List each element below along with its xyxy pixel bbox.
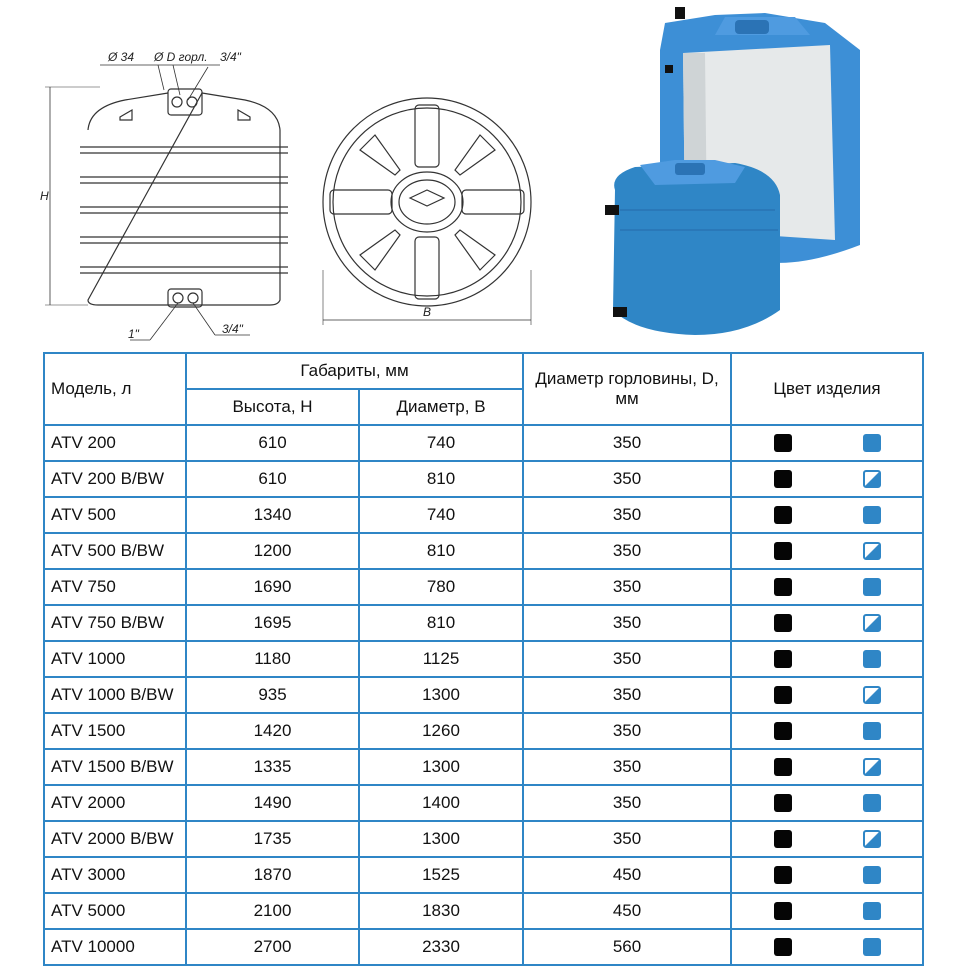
cell-diameter: 2330 <box>359 929 523 965</box>
cell-model: ATV 1000 B/BW <box>44 677 186 713</box>
table-row <box>44 785 923 821</box>
cell-color <box>731 857 923 893</box>
black-swatch-icon <box>774 866 792 884</box>
blue-swatch-icon <box>863 506 881 524</box>
cell-color <box>731 605 923 641</box>
blue-swatch-icon <box>863 434 881 452</box>
black-swatch-icon <box>774 506 792 524</box>
cell-model: ATV 2000 B/BW <box>44 821 186 857</box>
cell-height: 1180 <box>186 641 359 677</box>
cell-height: 610 <box>186 461 359 497</box>
table-row <box>44 893 923 929</box>
table-row <box>44 749 923 785</box>
cell-diameter: 1525 <box>359 857 523 893</box>
table-row <box>44 569 923 605</box>
cell-neck: 350 <box>523 749 731 785</box>
label-34-top: 3/4" <box>220 50 241 64</box>
cell-neck: 350 <box>523 641 731 677</box>
cell-neck: 560 <box>523 929 731 965</box>
cell-color <box>731 425 923 461</box>
blue-swatch-icon <box>863 938 881 956</box>
color-swatches <box>738 434 916 452</box>
cell-diameter: 1300 <box>359 821 523 857</box>
blue-white-swatch-icon <box>863 542 881 560</box>
color-swatches <box>738 758 916 776</box>
table-row <box>44 497 923 533</box>
table-row <box>44 929 923 965</box>
label-d34: Ø 34 <box>108 50 135 64</box>
cell-neck: 450 <box>523 857 731 893</box>
label-h: H <box>40 189 49 203</box>
label-b: B <box>423 305 432 319</box>
cell-color <box>731 533 923 569</box>
black-swatch-icon <box>774 470 792 488</box>
blue-swatch-icon <box>863 578 881 596</box>
cell-color <box>731 569 923 605</box>
blue-white-swatch-icon <box>863 686 881 704</box>
table-row <box>44 821 923 857</box>
cell-neck: 350 <box>523 821 731 857</box>
cell-color <box>731 713 923 749</box>
table-row <box>44 713 923 749</box>
cell-model: ATV 1500 <box>44 713 186 749</box>
blue-swatch-icon <box>863 902 881 920</box>
header-model: Модель, л <box>44 353 186 425</box>
cell-neck: 350 <box>523 497 731 533</box>
cell-neck: 450 <box>523 893 731 929</box>
header-color: Цвет изделия <box>731 353 923 425</box>
header-diameter: Диаметр, В <box>359 389 523 425</box>
cell-model: ATV 200 B/BW <box>44 461 186 497</box>
cell-height: 1335 <box>186 749 359 785</box>
cell-neck: 350 <box>523 533 731 569</box>
black-swatch-icon <box>774 686 792 704</box>
cell-model: ATV 5000 <box>44 893 186 929</box>
cell-model: ATV 200 <box>44 425 186 461</box>
cell-height: 1420 <box>186 713 359 749</box>
cell-color <box>731 929 923 965</box>
color-swatches <box>738 866 916 884</box>
cell-color <box>731 821 923 857</box>
table-row <box>44 461 923 497</box>
cell-model: ATV 1000 <box>44 641 186 677</box>
table-row <box>44 857 923 893</box>
cell-height: 1340 <box>186 497 359 533</box>
cell-height: 1690 <box>186 569 359 605</box>
color-swatches <box>738 902 916 920</box>
table-row <box>44 425 923 461</box>
top-view-drawing <box>315 90 540 330</box>
cell-diameter: 1125 <box>359 641 523 677</box>
blue-white-swatch-icon <box>863 470 881 488</box>
cell-neck: 350 <box>523 713 731 749</box>
blue-swatch-icon <box>863 866 881 884</box>
table-row <box>44 641 923 677</box>
cell-diameter: 740 <box>359 425 523 461</box>
color-swatches <box>738 722 916 740</box>
black-swatch-icon <box>774 758 792 776</box>
cell-diameter: 1260 <box>359 713 523 749</box>
black-swatch-icon <box>774 542 792 560</box>
color-swatches <box>738 794 916 812</box>
color-swatches <box>738 686 916 704</box>
color-swatches <box>738 542 916 560</box>
color-swatches <box>738 614 916 632</box>
spec-table-body <box>44 425 923 965</box>
blue-white-swatch-icon <box>863 758 881 776</box>
color-swatches <box>738 578 916 596</box>
cell-diameter: 810 <box>359 605 523 641</box>
cell-diameter: 1400 <box>359 785 523 821</box>
label-dneck: Ø D горл. <box>154 50 208 64</box>
cell-color <box>731 893 923 929</box>
tank-photo <box>595 5 885 340</box>
black-swatch-icon <box>774 578 792 596</box>
cell-model: ATV 10000 <box>44 929 186 965</box>
header-neck: Диаметр горловины, D, мм <box>523 353 731 425</box>
cell-neck: 350 <box>523 461 731 497</box>
cell-model: ATV 750 B/BW <box>44 605 186 641</box>
table-row <box>44 533 923 569</box>
cell-height: 2700 <box>186 929 359 965</box>
header-dimensions: Габариты, мм <box>186 353 523 389</box>
cell-diameter: 810 <box>359 461 523 497</box>
cell-diameter: 780 <box>359 569 523 605</box>
cell-model: ATV 1500 B/BW <box>44 749 186 785</box>
cell-height: 2100 <box>186 893 359 929</box>
cell-height: 935 <box>186 677 359 713</box>
cell-diameter: 1830 <box>359 893 523 929</box>
cell-height: 1695 <box>186 605 359 641</box>
cell-neck: 350 <box>523 569 731 605</box>
table-row <box>44 605 923 641</box>
cell-model: ATV 750 <box>44 569 186 605</box>
cell-color <box>731 749 923 785</box>
cell-color <box>731 641 923 677</box>
table-row <box>44 677 923 713</box>
black-swatch-icon <box>774 434 792 452</box>
black-swatch-icon <box>774 902 792 920</box>
label-34-bottom: 3/4" <box>222 322 243 336</box>
black-swatch-icon <box>774 938 792 956</box>
color-swatches <box>738 506 916 524</box>
side-view-drawing <box>40 45 300 345</box>
color-swatches <box>738 650 916 668</box>
cell-neck: 350 <box>523 785 731 821</box>
cell-model: ATV 500 B/BW <box>44 533 186 569</box>
cell-model: ATV 3000 <box>44 857 186 893</box>
blue-white-swatch-icon <box>863 830 881 848</box>
cell-diameter: 1300 <box>359 749 523 785</box>
blue-swatch-icon <box>863 794 881 812</box>
cell-neck: 350 <box>523 605 731 641</box>
black-swatch-icon <box>774 650 792 668</box>
color-swatches <box>738 938 916 956</box>
spec-table <box>43 352 924 966</box>
black-swatch-icon <box>774 614 792 632</box>
cell-height: 610 <box>186 425 359 461</box>
blue-swatch-icon <box>863 650 881 668</box>
cell-color <box>731 785 923 821</box>
cell-model: ATV 2000 <box>44 785 186 821</box>
cell-diameter: 810 <box>359 533 523 569</box>
cell-neck: 350 <box>523 425 731 461</box>
cell-height: 1200 <box>186 533 359 569</box>
blue-swatch-icon <box>863 722 881 740</box>
black-swatch-icon <box>774 794 792 812</box>
blue-white-swatch-icon <box>863 614 881 632</box>
header-height: Высота, Н <box>186 389 359 425</box>
color-swatches <box>738 830 916 848</box>
label-1in: 1" <box>128 327 139 341</box>
cell-model: ATV 500 <box>44 497 186 533</box>
cell-color <box>731 461 923 497</box>
black-swatch-icon <box>774 830 792 848</box>
cell-height: 1735 <box>186 821 359 857</box>
cell-diameter: 1300 <box>359 677 523 713</box>
cell-color <box>731 677 923 713</box>
color-swatches <box>738 470 916 488</box>
cell-diameter: 740 <box>359 497 523 533</box>
cell-color <box>731 497 923 533</box>
cell-height: 1490 <box>186 785 359 821</box>
cell-neck: 350 <box>523 677 731 713</box>
cell-height: 1870 <box>186 857 359 893</box>
black-swatch-icon <box>774 722 792 740</box>
